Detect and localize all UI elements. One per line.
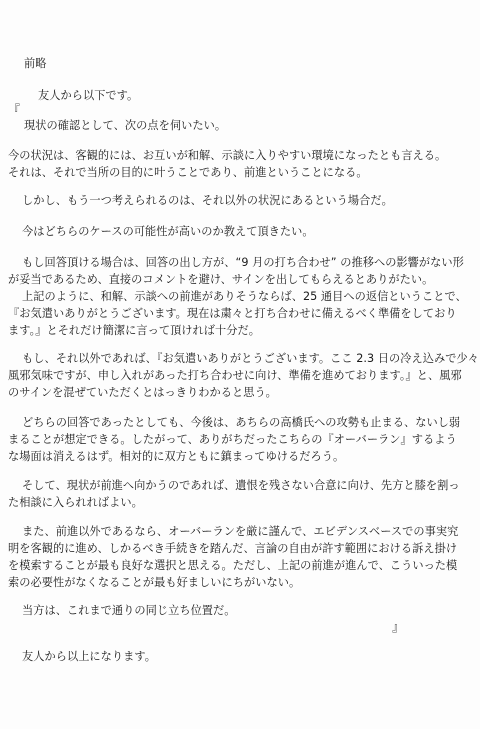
open-quote-mark: 『 xyxy=(8,103,21,117)
para-8-line-2: た相談に入られればよい。 xyxy=(8,496,143,509)
para-4-line-1: 今はどちらのケースの可能性が高いのか教えて頂きたい。 xyxy=(22,225,314,238)
para-6-line-3: のサインを混ぜていただくとはっきりわかると思う。 xyxy=(8,386,277,399)
para-9-line-4: 索の必要性がなくなることが最も好ましいにちがいない。 xyxy=(8,576,301,589)
para-2-line-1: 今の状況は、客観的には、お互いが和解、示談に入りやすい環境になったとも言える。 xyxy=(8,149,447,162)
para-9-line-1: また、前進以外であるなら、オーバーランを厳に謹んで、エビデンスベースでの事実究 xyxy=(22,525,459,538)
closing-line: 友人から以上になります。 xyxy=(22,650,156,663)
para-5-line-1: もし回答頂ける場合は、回答の出し方が、“9 月の打ち合わせ” の推移への影響がない形 xyxy=(22,256,464,269)
close-quote-mark: 』 xyxy=(392,620,405,634)
para-9-line-3: を模索することが最も良好な選択と思える。ただし、上記の前進が進んで、こういった模 xyxy=(8,559,458,572)
para-5-line-2: が妥当であるため、直接のコメントを避け、サインを出してもらえるとありがたい。 xyxy=(8,273,434,286)
intro-line: 友人から以下です。 xyxy=(38,89,139,102)
para-7-line-1: どちらの回答であったとしても、今後は、あちらの高橋氏への攻勢も止まる、ないし弱 xyxy=(22,416,461,429)
para-2-line-2: それは、それで当所の目的に叶うことであり、前進ということになる。 xyxy=(8,166,368,179)
para-7-line-2: まることが想定できる。したがって、ありがちだったこちらの『オーバーラン』するよう xyxy=(8,433,457,446)
para-8-line-1: そして、現状が前進へ向かうのであれば、遺恨を残さない合意に向け、先方と膝を割っ xyxy=(22,479,460,492)
para-5-line-4: 『お気遣いありがとうございます。現在は粛々と打ち合わせに備えるべく準備をしており xyxy=(8,307,457,320)
para-6-line-2: 風邪気味ですが、申し入れがあった打ち合わせに向け、準備を進めております。』と、風邪 xyxy=(8,369,462,382)
para-1-line-1: 現状の確認として、次の点を伺いたい。 xyxy=(24,119,227,132)
salutation: 前略 xyxy=(24,57,47,70)
para-5-line-5: ます。』とそれだけ簡潔に言って頂ければ十分だ。 xyxy=(8,324,260,337)
para-10-line-1: 当方は、これまで通りの同じ立ち位置だ。 xyxy=(22,604,236,617)
para-5-line-3: 上記のように、和解、示談への前進がありそうならば、25 通目への返信ということで、 xyxy=(22,290,467,303)
para-3-line-1: しかし、もう一つ考えられるのは、それ以外の状況にあるという場合だ。 xyxy=(22,194,393,207)
para-7-line-3: な場面は消えるはず。相対的に双方ともに鎮まってゆけるだろう。 xyxy=(8,450,345,463)
para-6-line-1: もし、それ以外であれば、『お気遣いありがとうございます。ここ 2.3 日の冷え込みで少々 xyxy=(22,352,479,365)
para-9-line-2: 明を客観的に進め、しかるべき手続きを踏んだ、言論の自由が許す範囲における訴え掛け xyxy=(8,542,458,555)
